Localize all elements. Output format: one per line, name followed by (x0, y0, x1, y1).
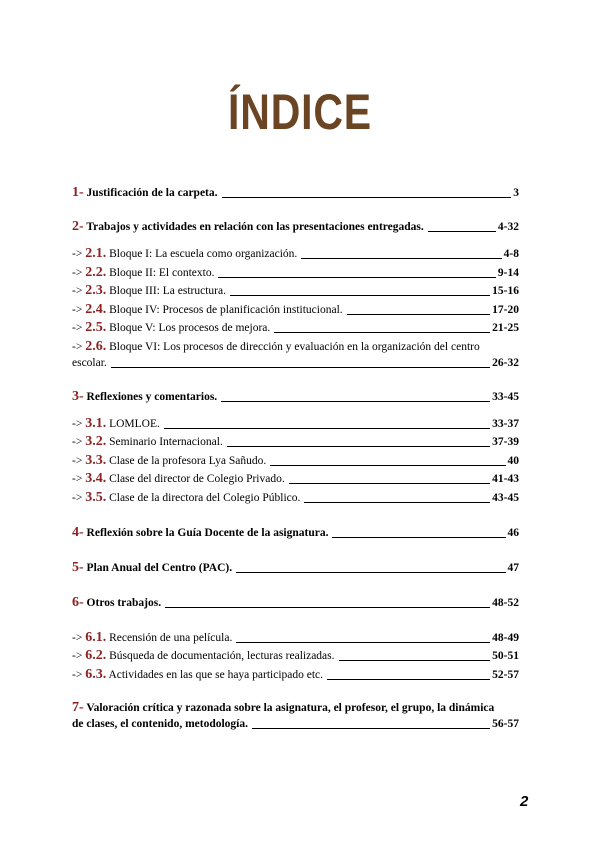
toc-text (72, 648, 335, 664)
toc-label: Clase de la profesora Lya Sañudo. (109, 455, 267, 467)
toc-label: Actividades en las que se haya participado etc. (108, 669, 324, 681)
toc-text (72, 283, 226, 299)
toc-page: 37-39 (492, 436, 519, 448)
toc-leader-line (165, 607, 490, 608)
toc-entry (72, 560, 519, 576)
toc-text-line1: Bloque VI: Los procesos de dirección y evaluación en la organización del centro (109, 341, 480, 353)
toc-number: 6.2. (85, 648, 107, 663)
toc-leader-line (301, 258, 501, 259)
toc-entry (72, 246, 519, 262)
toc-page: 56-57 (492, 718, 519, 730)
toc-arrow: -> (72, 267, 83, 279)
toc-page: 48-49 (492, 632, 519, 644)
toc-leader-line (270, 465, 505, 466)
toc-number: 4- (72, 525, 84, 540)
toc-number: 5- (72, 560, 84, 575)
toc-arrow: -> (72, 632, 83, 644)
toc-arrow: -> (72, 322, 83, 334)
toc-number: 2.6. (85, 339, 107, 354)
toc-number: 6.3. (85, 667, 107, 682)
toc-number: 7- (72, 700, 84, 715)
toc-entry (72, 185, 519, 201)
toc-page: 26-32 (492, 357, 519, 369)
toc-page: 52-57 (492, 669, 519, 681)
toc-leader-line (221, 401, 490, 402)
toc-page: 41-43 (492, 473, 519, 485)
toc-page: 33-45 (492, 391, 519, 403)
toc-entry-2-6 (72, 339, 519, 371)
toc-number: 2.2. (85, 265, 107, 280)
toc-entry (72, 283, 519, 299)
toc-label: Clase del director de Colegio Privado. (109, 473, 285, 485)
toc-label: Otros trabajos. (86, 597, 162, 609)
toc-leader-line (111, 367, 490, 368)
toc-arrow: -> (72, 455, 83, 467)
toc-entry (72, 471, 519, 487)
toc-entry (72, 595, 519, 611)
toc-page: 43-45 (492, 492, 519, 504)
toc-page: 15-16 (492, 285, 519, 297)
toc-entry (72, 453, 519, 469)
toc-label: Bloque V: Los procesos de mejora. (109, 322, 271, 334)
toc-leader-line (339, 660, 491, 661)
toc-number: 3.1. (85, 416, 107, 431)
toc-text (72, 265, 214, 281)
toc-label: Plan Anual del Centro (PAC). (86, 562, 233, 574)
toc-leader-line (164, 428, 490, 429)
toc-page: 3 (513, 187, 519, 199)
toc-page: 21-25 (492, 322, 519, 334)
toc-arrow: -> (72, 650, 83, 662)
toc-leader-line (332, 537, 505, 538)
toc-number: 2- (72, 219, 84, 234)
toc-page: 47 (507, 562, 519, 574)
toc-page: 46 (507, 527, 519, 539)
toc-page: 33-37 (492, 418, 519, 430)
toc-arrow: -> (72, 436, 83, 448)
toc-entry (72, 630, 519, 646)
toc-leader-line (252, 728, 490, 729)
toc-page: 4-32 (497, 221, 519, 233)
toc-text (72, 185, 218, 201)
toc-number: 3.5. (85, 490, 107, 505)
toc-page: 48-52 (492, 597, 519, 609)
toc-label: Seminario Internacional. (109, 436, 223, 448)
toc-entry (72, 320, 519, 336)
toc-number: 3- (72, 389, 84, 404)
toc-label: Bloque IV: Procesos de planificación institucional. (109, 304, 343, 316)
toc-number: 2.4. (85, 302, 107, 317)
toc-number: 2.5. (85, 320, 107, 335)
toc-arrow: -> (72, 285, 83, 297)
toc-number: 3.4. (85, 471, 107, 486)
toc-leader-line (218, 277, 495, 278)
toc-entry (72, 525, 519, 541)
toc-label: Bloque III: La estructura. (109, 285, 226, 297)
toc-entry (72, 265, 519, 281)
toc-number: 3.3. (85, 453, 107, 468)
toc-arrow: -> (72, 669, 83, 681)
toc-entry (72, 648, 519, 664)
toc-page: 50-51 (492, 650, 519, 662)
toc-number: 2.3. (85, 283, 107, 298)
toc-entry (72, 490, 519, 506)
toc-text (72, 302, 343, 318)
toc-leader-line (227, 446, 490, 447)
toc-entry-7 (72, 700, 519, 732)
toc-entry (72, 434, 519, 450)
toc-label: Recensión de una película. (109, 632, 233, 644)
toc-label: Reflexión sobre la Guía Docente de la asignatura. (86, 527, 329, 539)
toc-entry (72, 302, 519, 318)
toc-leader-line (304, 502, 490, 503)
toc-leader-line (289, 483, 490, 484)
toc-number: 3.2. (85, 434, 107, 449)
toc-label: Búsqueda de documentación, lecturas realizadas. (109, 650, 335, 662)
toc-label: Reflexiones y comentarios. (86, 391, 218, 403)
toc-text (72, 525, 328, 541)
page-number: 2 (520, 793, 529, 810)
toc-arrow: -> (72, 304, 83, 316)
toc-number: 6- (72, 595, 84, 610)
toc-text-line2: escolar. (72, 357, 107, 369)
toc-page: 17-20 (492, 304, 519, 316)
toc-text-line2: de clases, el contenido, metodología. (72, 718, 248, 730)
toc-text (72, 453, 266, 469)
toc-text-line1: Valoración crítica y razonada sobre la asignatura, el profesor, el grupo, la dinámica (86, 702, 495, 714)
toc-text (72, 416, 160, 432)
toc-page: 40 (507, 455, 519, 467)
toc-arrow: -> (72, 418, 83, 430)
toc-leader-line (274, 332, 490, 333)
toc-text (72, 560, 232, 576)
toc-leader-line (428, 231, 496, 232)
toc-page: 9-14 (497, 267, 519, 279)
toc-text (72, 219, 424, 235)
toc-page: 4-8 (503, 248, 519, 260)
toc-leader-line (347, 314, 491, 315)
toc-arrow: -> (72, 341, 83, 353)
toc-arrow: -> (72, 492, 83, 504)
toc-entry (72, 667, 519, 683)
toc-arrow: -> (72, 473, 83, 485)
toc-label: LOMLOE. (109, 418, 160, 430)
toc-text (72, 595, 161, 611)
toc-number: 6.1. (85, 630, 107, 645)
toc-text (72, 667, 323, 683)
toc-label: Bloque I: La escuela como organización. (109, 248, 298, 260)
toc-leader-line (236, 642, 490, 643)
toc-text (72, 434, 223, 450)
toc-entry (72, 389, 519, 405)
toc-leader-line (230, 295, 490, 296)
toc-number: 2.1. (85, 246, 107, 261)
toc-text (72, 490, 300, 506)
toc-text (72, 389, 217, 405)
toc-leader-line (236, 572, 505, 573)
toc-entry (72, 416, 519, 432)
toc-label: Clase de la directora del Colegio Público. (109, 492, 301, 504)
toc-label: Justificación de la carpeta. (86, 187, 218, 199)
toc-number: 1- (72, 185, 84, 200)
toc-leader-line (222, 197, 512, 198)
toc-leader-line (327, 679, 490, 680)
toc-text (72, 246, 297, 262)
toc-text (72, 630, 232, 646)
toc-arrow: -> (72, 248, 83, 260)
toc-label: Trabajos y actividades en relación con las presentaciones entregadas. (86, 221, 424, 233)
index-title: ÍNDICE (228, 84, 372, 140)
toc-entry (72, 219, 519, 235)
toc-text (72, 320, 270, 336)
toc-label: Bloque II: El contexto. (109, 267, 215, 279)
toc-text (72, 471, 285, 487)
